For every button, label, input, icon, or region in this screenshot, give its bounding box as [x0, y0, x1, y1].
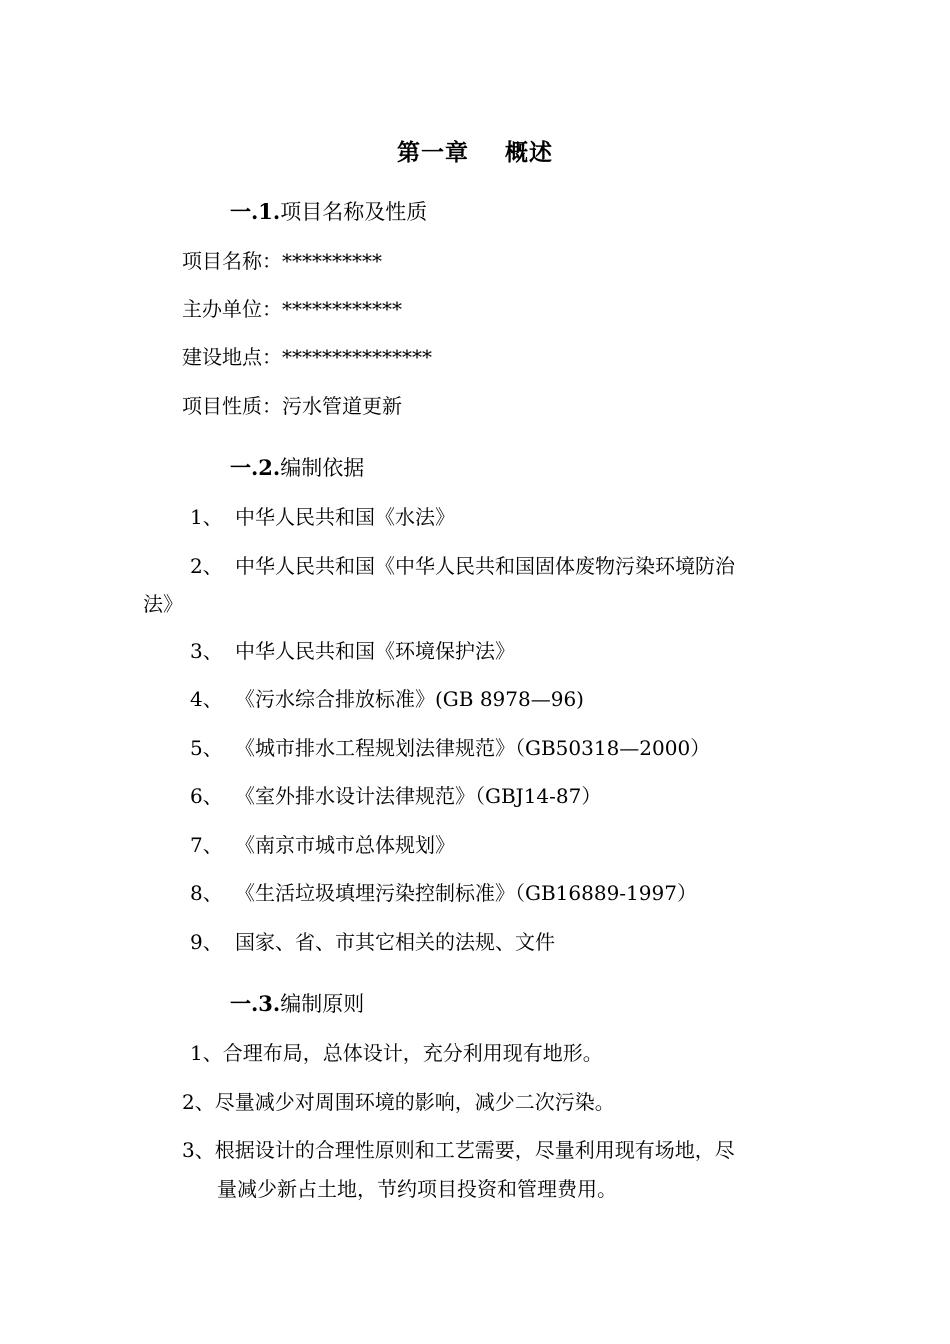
item-text: 国家、省、市其它相关的法规、文件: [235, 930, 555, 954]
item-number: 9、: [190, 930, 223, 954]
location-line: 建设地点：***************: [182, 345, 432, 369]
item-text: 中华人民共和国《环境保护法》: [235, 639, 515, 663]
item-text: 《城市排水工程规划法律规范》（GB50318—2000）: [235, 736, 711, 760]
project-name-line: 项目名称：**********: [182, 249, 382, 273]
basis-item: [190, 878, 697, 908]
item-number: 1、: [190, 505, 223, 529]
section-title: 编制原则: [280, 992, 365, 1016]
principle-item: 3、根据设计的合理性原则和工艺需要，尽量利用现有场地，尽: [182, 1138, 735, 1162]
item-number: 7、: [190, 833, 223, 857]
basis-item-continuation: 法》: [143, 592, 183, 616]
basis-item: [190, 781, 601, 811]
section-number: 一.3.: [230, 991, 281, 1016]
item-number: 4、: [190, 687, 223, 711]
item-text: 《生活垃圾填埋污染控制标准》（GB16889-1997）: [235, 881, 697, 905]
item-text: 《室外排水设计法律规范》（GBJ14-87）: [235, 784, 602, 808]
item-text: 中华人民共和国《中华人民共和国固体废物污染环境防治: [235, 554, 735, 578]
nature-line: 项目性质：污水管道更新: [182, 394, 402, 418]
section-number: 一.2.: [230, 455, 281, 480]
principle-item-continuation: 量减少新占土地，节约项目投资和管理费用。: [217, 1177, 617, 1201]
item-text: 《污水综合排放标准》(GB 8978—96): [235, 687, 584, 711]
section-heading-2: [230, 452, 364, 482]
section-heading-3: [230, 988, 364, 1018]
basis-item: [190, 502, 455, 532]
section-heading-1: [230, 196, 427, 226]
basis-item: [190, 551, 735, 581]
principle-item: 1、合理布局，总体设计，充分利用现有地形。: [190, 1041, 603, 1065]
sponsor-line: 主办单位：************: [182, 297, 402, 321]
basis-item: [190, 830, 455, 860]
item-text: 中华人民共和国《水法》: [235, 505, 455, 529]
basis-item: [190, 636, 515, 666]
section-title: 项目名称及性质: [280, 200, 428, 224]
item-number: 6、: [190, 784, 223, 808]
item-number: 5、: [190, 736, 223, 760]
basis-item: [190, 684, 584, 714]
basis-item: [190, 733, 710, 763]
chapter-title: 第一章 概述: [396, 139, 554, 166]
item-number: 2、: [190, 554, 223, 578]
basis-item: [190, 927, 555, 957]
section-number: 一.1.: [230, 199, 281, 224]
section-title: 编制依据: [280, 456, 365, 480]
principle-item: 2、尽量减少对周围环境的影响，减少二次污染。: [182, 1090, 615, 1114]
item-number: 8、: [190, 881, 223, 905]
item-number: 3、: [190, 639, 223, 663]
item-text: 《南京市城市总体规划》: [235, 833, 455, 857]
